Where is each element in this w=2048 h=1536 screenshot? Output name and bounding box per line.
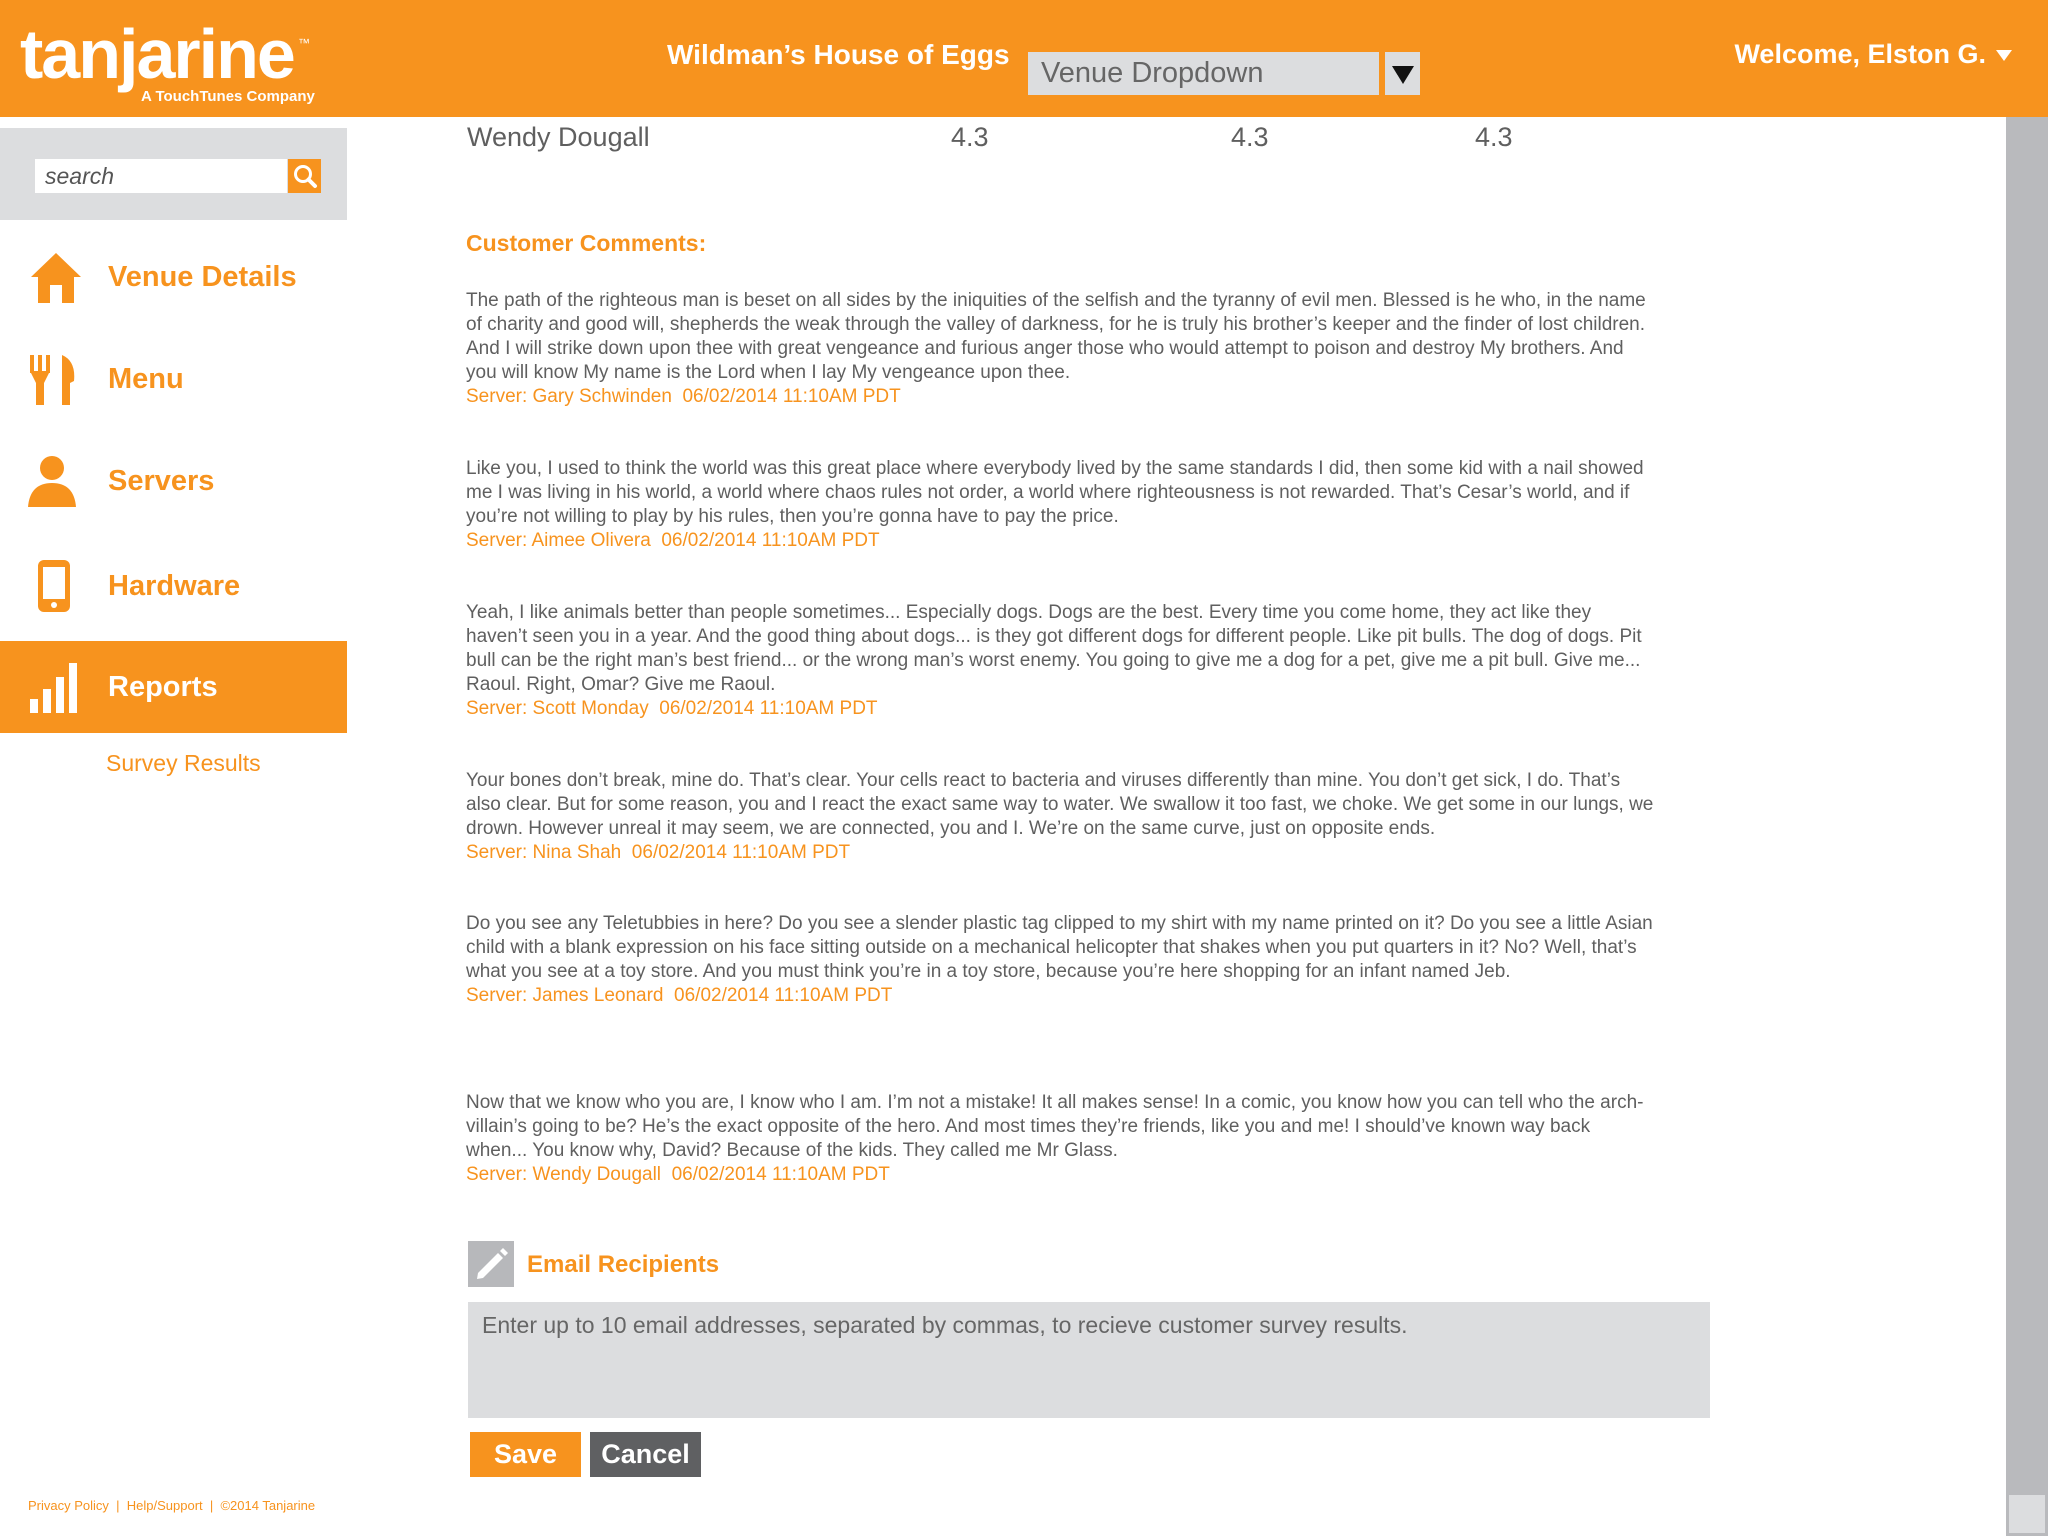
search-input[interactable]	[35, 159, 287, 193]
footer	[28, 1498, 315, 1513]
score-value: 4.3	[951, 122, 989, 152]
sidebar-item-reports[interactable]	[0, 641, 347, 733]
comment-item	[466, 769, 1656, 865]
welcome-text: Welcome, Elston G.	[1734, 39, 1986, 69]
sidebar-item-menu[interactable]	[0, 333, 347, 425]
person-icon	[26, 453, 86, 509]
cancel-button[interactable]: Cancel	[590, 1432, 701, 1477]
save-button[interactable]: Save	[470, 1432, 581, 1477]
customer-comments-heading: Customer Comments:	[466, 230, 707, 256]
score-value: 4.3	[1475, 122, 1513, 152]
sidebar-item-hardware[interactable]	[0, 540, 347, 632]
comment-text: The path of the righteous man is beset on all sides by the iniquities of the selfish and the tyranny of evil men. Blessed is he who, in the name of charity and good will, shepherds the weak through the valley of darkness, for he is truly his brother’s keeper and the finder of lost children. And I will strike down upon thee with great vengeance and furious anger those who would attempt to poison and destroy My brothers. And you will know My name is the Lord when I lay My vengeance upon thee.	[466, 290, 1646, 383]
comment-server-meta: Server: Nina Shah 06/02/2014 11:10AM PDT	[466, 842, 851, 863]
venue-name: Wildman’s House of Eggs	[667, 39, 1010, 70]
comment-item	[466, 457, 1656, 553]
sidebar-item-label: Servers	[108, 465, 215, 497]
copyright-text: ©2014 Tanjarine	[220, 1498, 316, 1513]
email-recipients-heading: Email Recipients	[527, 1251, 720, 1278]
comment-item	[466, 601, 1656, 721]
top-header	[0, 0, 2048, 117]
comment-text: Do you see any Teletubbies in here? Do you see a slender plastic tag clipped to my shirt with my name printed on it? Do you see a little Asian child with a blank expression on his face sitting outside on a mechanical helicopter that shakes when you put quarters in it? No? Well, that’s what you see at a toy store. And you must think you’re in a toy store, because you’re here shopping for an infant named Jeb.	[466, 913, 1653, 982]
search-button[interactable]	[288, 159, 321, 193]
sidebar-item-label: Hardware	[108, 570, 241, 602]
comment-server-meta: Server: Wendy Dougall 06/02/2014 11:10AM PDT	[466, 1164, 890, 1185]
vertical-scrollbar[interactable]	[2006, 117, 2048, 1536]
comment-server-meta: Server: Scott Monday 06/02/2014 11:10AM PDT	[466, 698, 878, 719]
score-value: 4.3	[1231, 122, 1269, 152]
score-row-server-name: Wendy Dougall	[467, 122, 650, 152]
comment-text: Your bones don’t break, mine do. That’s clear. Your cells react to bacteria and viruses differently than mine. You don’t get sick, I do. That’s also clear. But for some reason, you and I react the exact same way to water. We swallow it too fast, we choke. We get some in our lungs, we drown. However unreal it may seem, we are connected, you and I. We’re on the same curve, just on opposite ends.	[466, 770, 1654, 839]
comment-text: Now that we know who you are, I know who I am. I’m not a mistake! It all makes sense! In a comic, you know how you can tell who the arch-villain’s going to be? He’s the exact opposite of the hero. And most times they’re friends, like you and me! I should’ve known way back when... You know why, David? Because of the kids. They called me Mr Glass.	[466, 1092, 1644, 1161]
search-icon	[288, 159, 321, 193]
sidebar-item-servers[interactable]	[0, 435, 347, 527]
comment-server-meta: Server: James Leonard 06/02/2014 11:10AM PDT	[466, 985, 893, 1006]
tablet-icon	[26, 558, 86, 614]
sidebar-item-label: Reports	[108, 671, 218, 703]
help-support-link[interactable]: Help/Support	[126, 1498, 203, 1513]
sidebar-subitem-survey-results[interactable]: Survey Results	[106, 750, 261, 776]
comment-server-meta: Server: Aimee Olivera 06/02/2014 11:10AM PDT	[466, 530, 880, 551]
logo-tagline: A TouchTunes Company	[141, 88, 315, 105]
fork-knife-icon	[26, 351, 86, 407]
logo-trademark: ™	[298, 36, 310, 50]
comment-item	[466, 1091, 1656, 1187]
comment-text: Like you, I used to think the world was this great place where everybody lived by the same standards I did, then some kid with a nail showed me I was living in his world, a world where chaos rules not order, a world where righteousness is not rewarded. That’s Cesar’s world, and if you’re not willing to play by his rules, then you’re gonna have to pay the price.	[466, 458, 1644, 527]
comment-text: Yeah, I like animals better than people sometimes... Especially dogs. Dogs are the best. Every time you come home, they act like they haven’t seen you in a year. And the good thing about dogs... is they got different dogs for different people. Like pit bulls. The dog of dogs. Pit bull can be the right man’s best friend... or the wrong man’s worst enemy. You going to give me a dog for a pet, give me a pit bull. Give me... Raoul. Right, Omar? Give me Raoul.	[466, 602, 1642, 695]
edit-pencil-icon[interactable]	[468, 1241, 514, 1287]
privacy-policy-link[interactable]: Privacy Policy	[28, 1498, 109, 1513]
sidebar-search-panel	[0, 128, 347, 220]
sidebar-item-label: Venue Details	[108, 261, 297, 293]
scrollbar-thumb[interactable]	[2009, 1495, 2045, 1533]
footer-separator: |	[108, 1498, 127, 1513]
venue-dropdown-arrow-icon[interactable]	[1385, 52, 1420, 95]
tanjarine-logo[interactable]	[20, 14, 320, 106]
sidebar-item-label: Menu	[108, 363, 184, 395]
footer-separator: |	[202, 1498, 221, 1513]
sidebar-item-venue-details[interactable]	[0, 231, 347, 323]
comment-item	[466, 912, 1656, 1008]
comment-server-meta: Server: Gary Schwinden 06/02/2014 11:10AM PDT	[466, 386, 901, 407]
comment-item	[466, 289, 1656, 409]
user-menu[interactable]	[1734, 36, 2012, 72]
logo-wordmark: tanjarine	[20, 15, 294, 93]
email-recipients-field[interactable]	[468, 1302, 1710, 1418]
caret-down-icon	[1996, 50, 2012, 61]
bar-chart-icon	[26, 659, 86, 715]
venue-dropdown[interactable]: Venue Dropdown	[1028, 52, 1379, 95]
house-icon	[26, 249, 86, 305]
